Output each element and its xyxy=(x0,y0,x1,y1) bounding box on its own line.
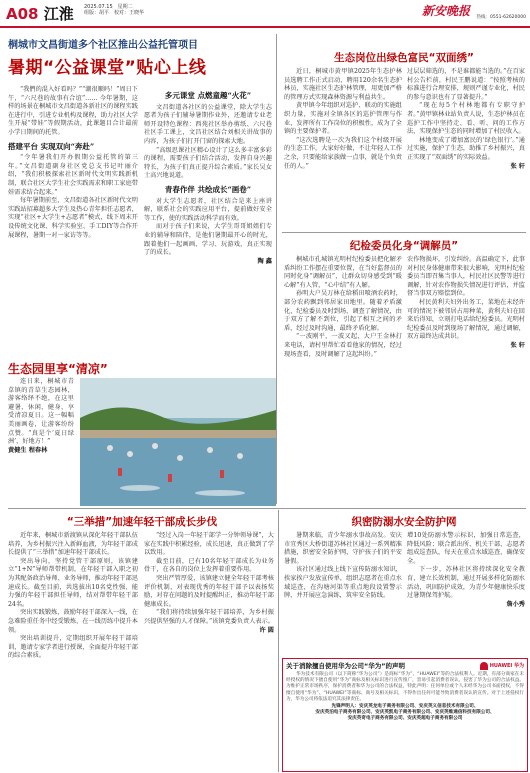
article-6-col2 xyxy=(407,532,525,609)
section-divider xyxy=(282,232,526,233)
article-5-p-m4: “我们将持续加强年轻干部培养，为乡村振兴提供坚强的人才保障。”该镇党委负责人表示。 xyxy=(144,609,274,625)
notice-title: 关于消除擅自使用华为公司“华为”的声明 xyxy=(286,662,406,670)
article-4 xyxy=(8,360,276,506)
article-5-p2: 突出导向，坚持党管干部原则，该镇建立“1+N”导师帮带机制，在年轻干部入职之初为其配备政治导师、业务导师，推动年轻干部迅速成长。截至目前，共选拔出10名党性强、能力强的年轻干部担任导师，结对帮带年轻干部24名。 xyxy=(8,557,138,608)
article-3-author: 张 轩 xyxy=(510,341,525,349)
article-1-sub1-p: “令年暑我们开办假期公益托管的第三年。”文昌街道副身社区党总支书记叶丽介绍，“我们积极探索社区新时代文明实践新机制，联合社区大学生社会实践需求和职工家庭带娃需求结合起来。” xyxy=(8,154,138,196)
article-5-col2 xyxy=(144,532,274,635)
article-5-p3: 突出实践锻炼，鼓励年轻干部深入一线，在急难险重任务中经受锻炼，在一线历练中提升本领。 xyxy=(8,609,138,634)
article-2-author: 张 轩 xyxy=(510,162,525,170)
article-1-col2-p2: “高级思课社区精心设计了这么多丰富多彩的课程，需要孩子们结合活动，发挥自身兴趣特长，为孩子们真正提升综合素质。”家长吴女士高兴地说道。 xyxy=(144,146,272,180)
article-3-col2 xyxy=(407,256,525,351)
article-6-p-r1: 增10处防溺水警示标识，加强日常巡查，降低风险；联合派出所、机关干部、志愿者组成巡查队，每天在重点水域巡查，确保安全。 xyxy=(407,532,525,565)
huawei-logo: HUAWEI 华为 xyxy=(480,662,524,670)
article-2-p-r1: 过层层筛选的，不是谁都能当选的。”在百家村公告栏前，村民王鹏说道：“按照考核的标准进行合理安排，规则严谨专业化，村民的参与意识也有了显著提升。” xyxy=(407,68,525,101)
article-1-header xyxy=(8,36,298,78)
article-1-author: 陶 鑫 xyxy=(257,257,272,265)
huawei-logo-icon xyxy=(480,662,488,670)
article-6-p1: 暑期来临，青少年溺水事故高发。安庆市宜秀区大桥街道苏林社区通过一系列精准措施，织密安全防护网，守护孩子们的平安暑假。 xyxy=(284,532,402,565)
article-2-p-r3: 林地变成了增加富民的‘绿色银行’。”通过实施，保护了生态，助推了乡村振兴，真正实现了“双面绣”的实际效益。 xyxy=(407,136,525,161)
article-1-title: 暑期“公益课堂”贴心上线 xyxy=(8,58,207,78)
article-5-p-m2: 截至目前，已有10名年轻干部成长为业务骨干，在各自的岗位上发挥着重要作用。 xyxy=(144,557,274,574)
article-1-kicker: 桐城市文昌街道多个社区推出公益托管项目 xyxy=(8,40,198,51)
hotline: 热线：0551-62620000 xyxy=(476,15,526,20)
article-3-p2: 孙明大户吴万林在给稻田喷酒农药时，部分农药飘到邻居家田地里。随着矛盾激化，纪检委员及时到场，调查了解情况，由于双方了解不到位，引起了相互之间的矛盾，经过及时沟通，最终矛盾化解。 xyxy=(284,290,402,332)
editor-line: 组版：胡平 校对：王晓华 xyxy=(84,10,145,16)
article-4-text xyxy=(8,378,74,455)
article-1-col2-p: 文昌街道各社区的公益课堂，除大学生志愿者为孩子们辅导暑期作业外，还邀请专业老师开设特色课程：西苑社区举办剪纸、六尺巷社区手工课上，文昌社区结合刘相关讲故事的内容，为孩子们打开门窗的探索大地。 xyxy=(144,103,272,145)
article-4-title: 生态园里享“清凉” xyxy=(8,362,108,376)
article-3-col1 xyxy=(284,256,402,359)
article-1-sub1: 搭建平台 实现双向“奔赴” xyxy=(8,141,95,151)
notice-body: 华为技术有限公司（以下简称“华为公司”）是商标“华为”、“HUAWEI”等的合法权利人。近期，有部分商家在未经授权的情况下擅自使用“华为”商标及相关标识进行宣传推广，容易引起消费者误认，侵害了华为公司的合法权益。为维护正常市场秩序，保护消费者和华为公司的合法权益，特此声明：任何单位或个人未经华为公司书面授权，不得擅自使用“华为”、“HUAWEI”等商标、商号及相关标识，不得作出任何可能导致消费者误认的宣传。对于上述侵权行为，华为公司将依法追究其法律责任。 xyxy=(286,672,524,702)
huawei-notice xyxy=(282,658,528,772)
article-3-p3: “一波刚平，一波又起，大户王金林打来电话，请村里帮忙看看他家的情况，经过现场查看，及时调解了这起纠纷。” xyxy=(284,333,402,358)
date-line: 2025.07.15 星期二 xyxy=(84,4,133,10)
article-2-title: 生态岗位出绿色富民“双面绣” xyxy=(334,52,474,64)
article-1-col1 xyxy=(8,86,138,240)
article-1-sub1-p2: 每年暑期前至，文昌街道各社区新时代文明实践站招募超多大学生及热心青年担任志愿者，实现“社区+大学生+志愿者”模式，线下周末开设传统文化课、科学实验室、手工DIY等合作开展课程，暑期一对一家访等等。 xyxy=(8,197,138,239)
article-1-col2-p3: 对大学生志愿者，社区结合是来上座讲解，联系社会的实践应用平台，提前做好安全等工作，使的实践活动科学而有效。 xyxy=(144,197,272,222)
article-5-p-m3: 突出严管厚爱，该镇建立健全年轻干部考核评价机制，对表现优秀的年轻干部予以表扬奖励，对存在问题的及时提醒纠正，推动年轻干部健康成长。 xyxy=(144,574,274,608)
article-5-title: “三举措”加速年轻干部成长步伐 xyxy=(66,516,218,528)
article-1-col2-sub2: 青春作伴 共绘成长“画卷” xyxy=(164,184,252,194)
article-6-title: 织密防溺水安全防护网 xyxy=(351,516,457,528)
article-4-author: 黄健生 程春林 xyxy=(8,446,48,454)
section-divider-2 xyxy=(8,508,526,509)
article-5-p4: 突出培训提升，定期组织开展年轻干部培训，邀请专家学者进行授课，全面提升年轻干部的综合素质。 xyxy=(8,635,138,660)
column-divider xyxy=(276,34,277,504)
article-1-col2-sub: 多元课堂 点燃童趣“火花” xyxy=(164,91,252,100)
article-3-p-r1: 农作物损坏，引发纠纷。高温确定下，此事对村民身体健康带来很大影响，光明村纪检委员当即召集当事人，村民社区民警等进行调解，针对农作物损失情况进行评估，并监督当事双方赔偿到位。 xyxy=(407,256,525,298)
article-1-col2-p4: 而对于孩子们来说，大学生哥哥姐姐们专业的辅导和陪伴，是他们暑期最开心的时光，跟着他们一起画画、学习、玩游戏，真正实现了的成长。 xyxy=(144,223,272,257)
article-5-author: 许 圆 xyxy=(259,626,274,634)
article-3-p1: 桐城市孔城镇光明村纪检委员把化解矛盾纠纷工作摆在重要位置，在当好监督员的同时化身“调解员”，让群众切身感受到“暖心解”有人管，“心中结”有人解。 xyxy=(284,256,402,289)
issue-meta xyxy=(84,4,144,16)
article-1-col2 xyxy=(144,92,272,266)
article-1-lead: “我們的混入好看吗？”“潮很顺吗！”周日下午，“六尺巷的故事有合谊”…… 今年暑期，这样的场景在桐城市文昌街道各新社区的课程实践在进行中，引进专业机构及课程，助力社区大学生开展“带娃”等假期活动，此课题目合计最前小学日期间的托管。 xyxy=(8,86,138,136)
article-3-p-r2: 村民黄利夫妇外出务工，菜地在未经许可的情况下被邻居占用种菜，黄利夫妇在回来后得知，立刻打电话给纪检委员。光明村纪检委员及时到现场了解情况，通过调解，双方最终达成共识。 xyxy=(407,298,525,341)
article-3-title: 纪检委员化身“调解员” xyxy=(349,240,459,252)
article-2-p2: 黄甲镇今年组织对巡护、联动的实施组织力量，实施对全镇各区的巡护管理与作业，发挥所有工作岗位的积极性，成为了全镇的主要保护者。 xyxy=(284,102,402,136)
notice-footer-2: 安庆英泊电子商务有限公司、安庆英凯电子商务有限公司、安庆英维通信科技有限公司、 xyxy=(315,710,495,716)
article-6-col1 xyxy=(284,532,402,601)
notice-footer-3: 安庆英奇电子商务有限公司、安庆英超电子商务有限公司 xyxy=(347,716,463,722)
article-5-p-m1: “经过入岗一年轻干部学一分钟领导课”，大家在实践中积累经验，成长迅速，真正做到了学以致用。 xyxy=(144,532,274,557)
notice-footer-1: 先锋声明人：安庆英龙电子商务有限公司、安庆英义信息技术有限公司、 xyxy=(331,704,479,710)
article-2-col2 xyxy=(407,68,525,171)
article-6-p-r2: 下一步，苏林社区将持续深化安全教育，建立长效机制，通过开展多样化防溺水活动，巩固防护成效，为青少年健康快乐度过暑期保驾护航。 xyxy=(407,566,525,600)
article-2-p3: “这次选聘是一次为我们这个村级开展的生态工作，大家好好做，不让年轻人工作之余，只要能给家族做一点事，就是个负责任的人。” xyxy=(284,136,402,170)
park-photo-image xyxy=(80,378,276,506)
page-number: A08 江淮 xyxy=(6,5,74,23)
article-5-p1: 近年来，桐城市新渡镇从深化年轻干部队伍培养，为乡村振兴注入新鲜血液，为年轻干部成长提供了“三举措”加速年轻干部成长。 xyxy=(8,532,138,557)
article-2-p1: 近日，桐城市黄甲镇2025年生态护林员选聘工作正式启动，聘用120余名生态护林员，实施社区生态护林管理，用更加严格的管理方式实现森林资源与利益共生。 xyxy=(284,68,402,101)
article-6-p2: 该社区通过线上线下宣传防溺水知识，挨家挨户发放宣传单，组织志愿者在重点水域巡查，在沟塘河渠等重点地段设置警示牌，并开展应急演练，筑牢安全防线。 xyxy=(284,566,402,600)
article-5-col1 xyxy=(8,532,138,661)
article-4-p: 连日来，桐城市青草镇的青草生态园林，游客络绎不绝，在这里避暑、休闲、健身，享受清凉夏日。这一幅幅美丽画卷，让游客纷纷点赞。“真是个‘夏日绿洲’，好地方！” xyxy=(8,378,74,446)
newspaper-logo: 新安晚报 xyxy=(421,4,470,18)
column-divider-2 xyxy=(278,510,279,772)
park-photo xyxy=(80,378,276,506)
article-2-col1 xyxy=(284,68,402,171)
article-2-p-r2: “现在每5个村林地都有专职守护者。”黄甲镇林业站负责人说，生态护林员在巡护工作中坚持走、看、听、问的工作方法，实现保护生态的同时增加了村民收入。 xyxy=(407,102,525,136)
masthead xyxy=(0,0,530,28)
article-6-author: 詹小秀 xyxy=(506,600,525,608)
